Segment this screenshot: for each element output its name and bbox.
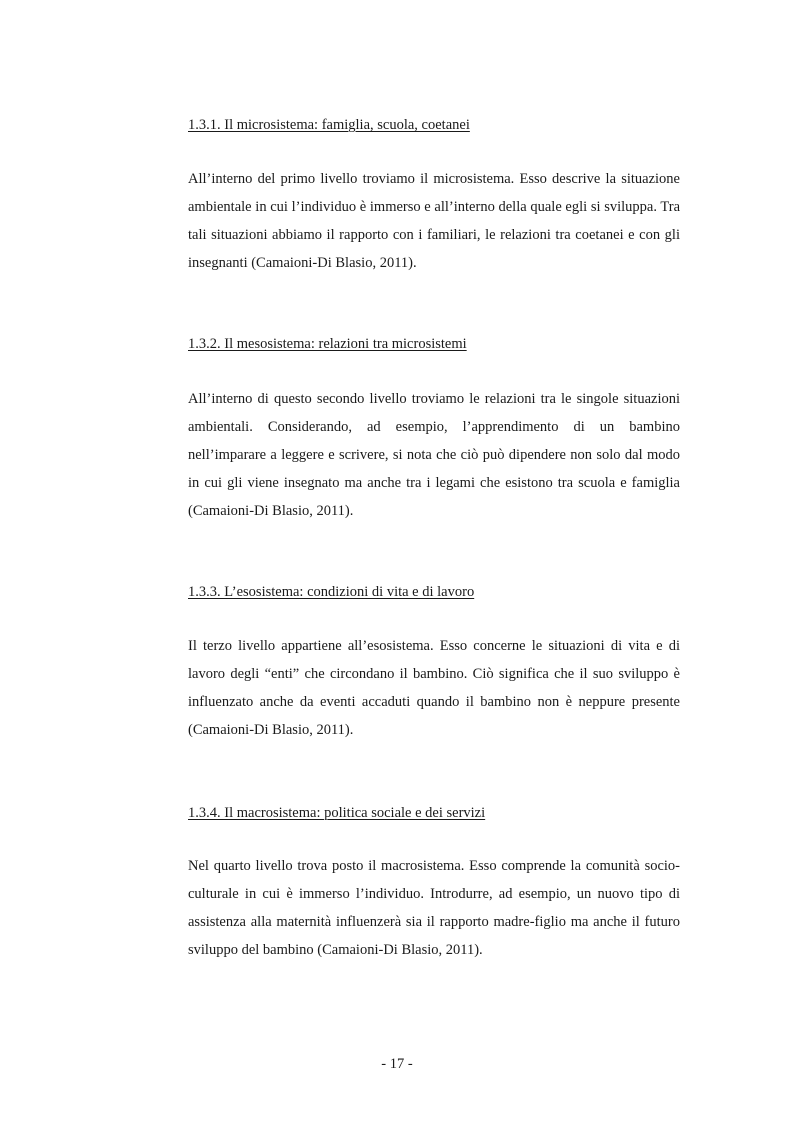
- section-paragraph-microsistema: All’interno del primo livello troviamo il microsistema. Esso descrive la situazione ambientale in cui l’individuo è immerso e all’interno della quale egli si sviluppa. Tra tali situazioni abbiamo il rapporto con i familiari, le relazioni tra coetanei e con gli insegnanti (Camaioni-Di Blasio, 2011).: [188, 171, 680, 271]
- section-heading-microsistema: 1.3.1. Il microsistema: famiglia, scuola, coetanei: [188, 117, 470, 133]
- section-paragraph-esosistema: Il terzo livello appartiene all’esosistema. Esso concerne le situazioni di vita e di lavoro degli “enti” che circondano il bambino. Ciò significa che il suo sviluppo è influenzato anche da eventi accaduti quando il bambino non è neppure presente (Camaioni-Di Blasio, 2011).: [188, 638, 680, 738]
- section-heading-mesosistema: 1.3.2. Il mesosistema: relazioni tra microsistemi: [188, 336, 467, 352]
- section-heading-esosistema: 1.3.3. L’esosistema: condizioni di vita e di lavoro: [188, 584, 475, 600]
- section-heading-macrosistema: 1.3.4. Il macrosistema: politica sociale e dei servizi: [188, 805, 486, 821]
- section-paragraph-macrosistema: Nel quarto livello trova posto il macrosistema. Esso comprende la comunità socio-culturale in cui è immerso l’individuo. Introdurre, ad esempio, un nuovo tipo di assistenza alla maternità influenzerà sia il rapporto madre-figlio ma anche il futuro sviluppo del bambino (Camaioni-Di Blasio, 2011).: [188, 858, 680, 958]
- section-paragraph-mesosistema: All’interno di questo secondo livello troviamo le relazioni tra le singole situazioni ambientali. Considerando, ad esempio, l’apprendimento di un bambino nell’imparare a leggere e scrivere, si nota che ciò può dipendere non solo dal modo in cui gli viene insegnato ma anche tra i legami che esistono tra scuola e famiglia (Camaioni-Di Blasio, 2011).: [188, 391, 680, 519]
- page-number: - 17 -: [381, 1056, 413, 1072]
